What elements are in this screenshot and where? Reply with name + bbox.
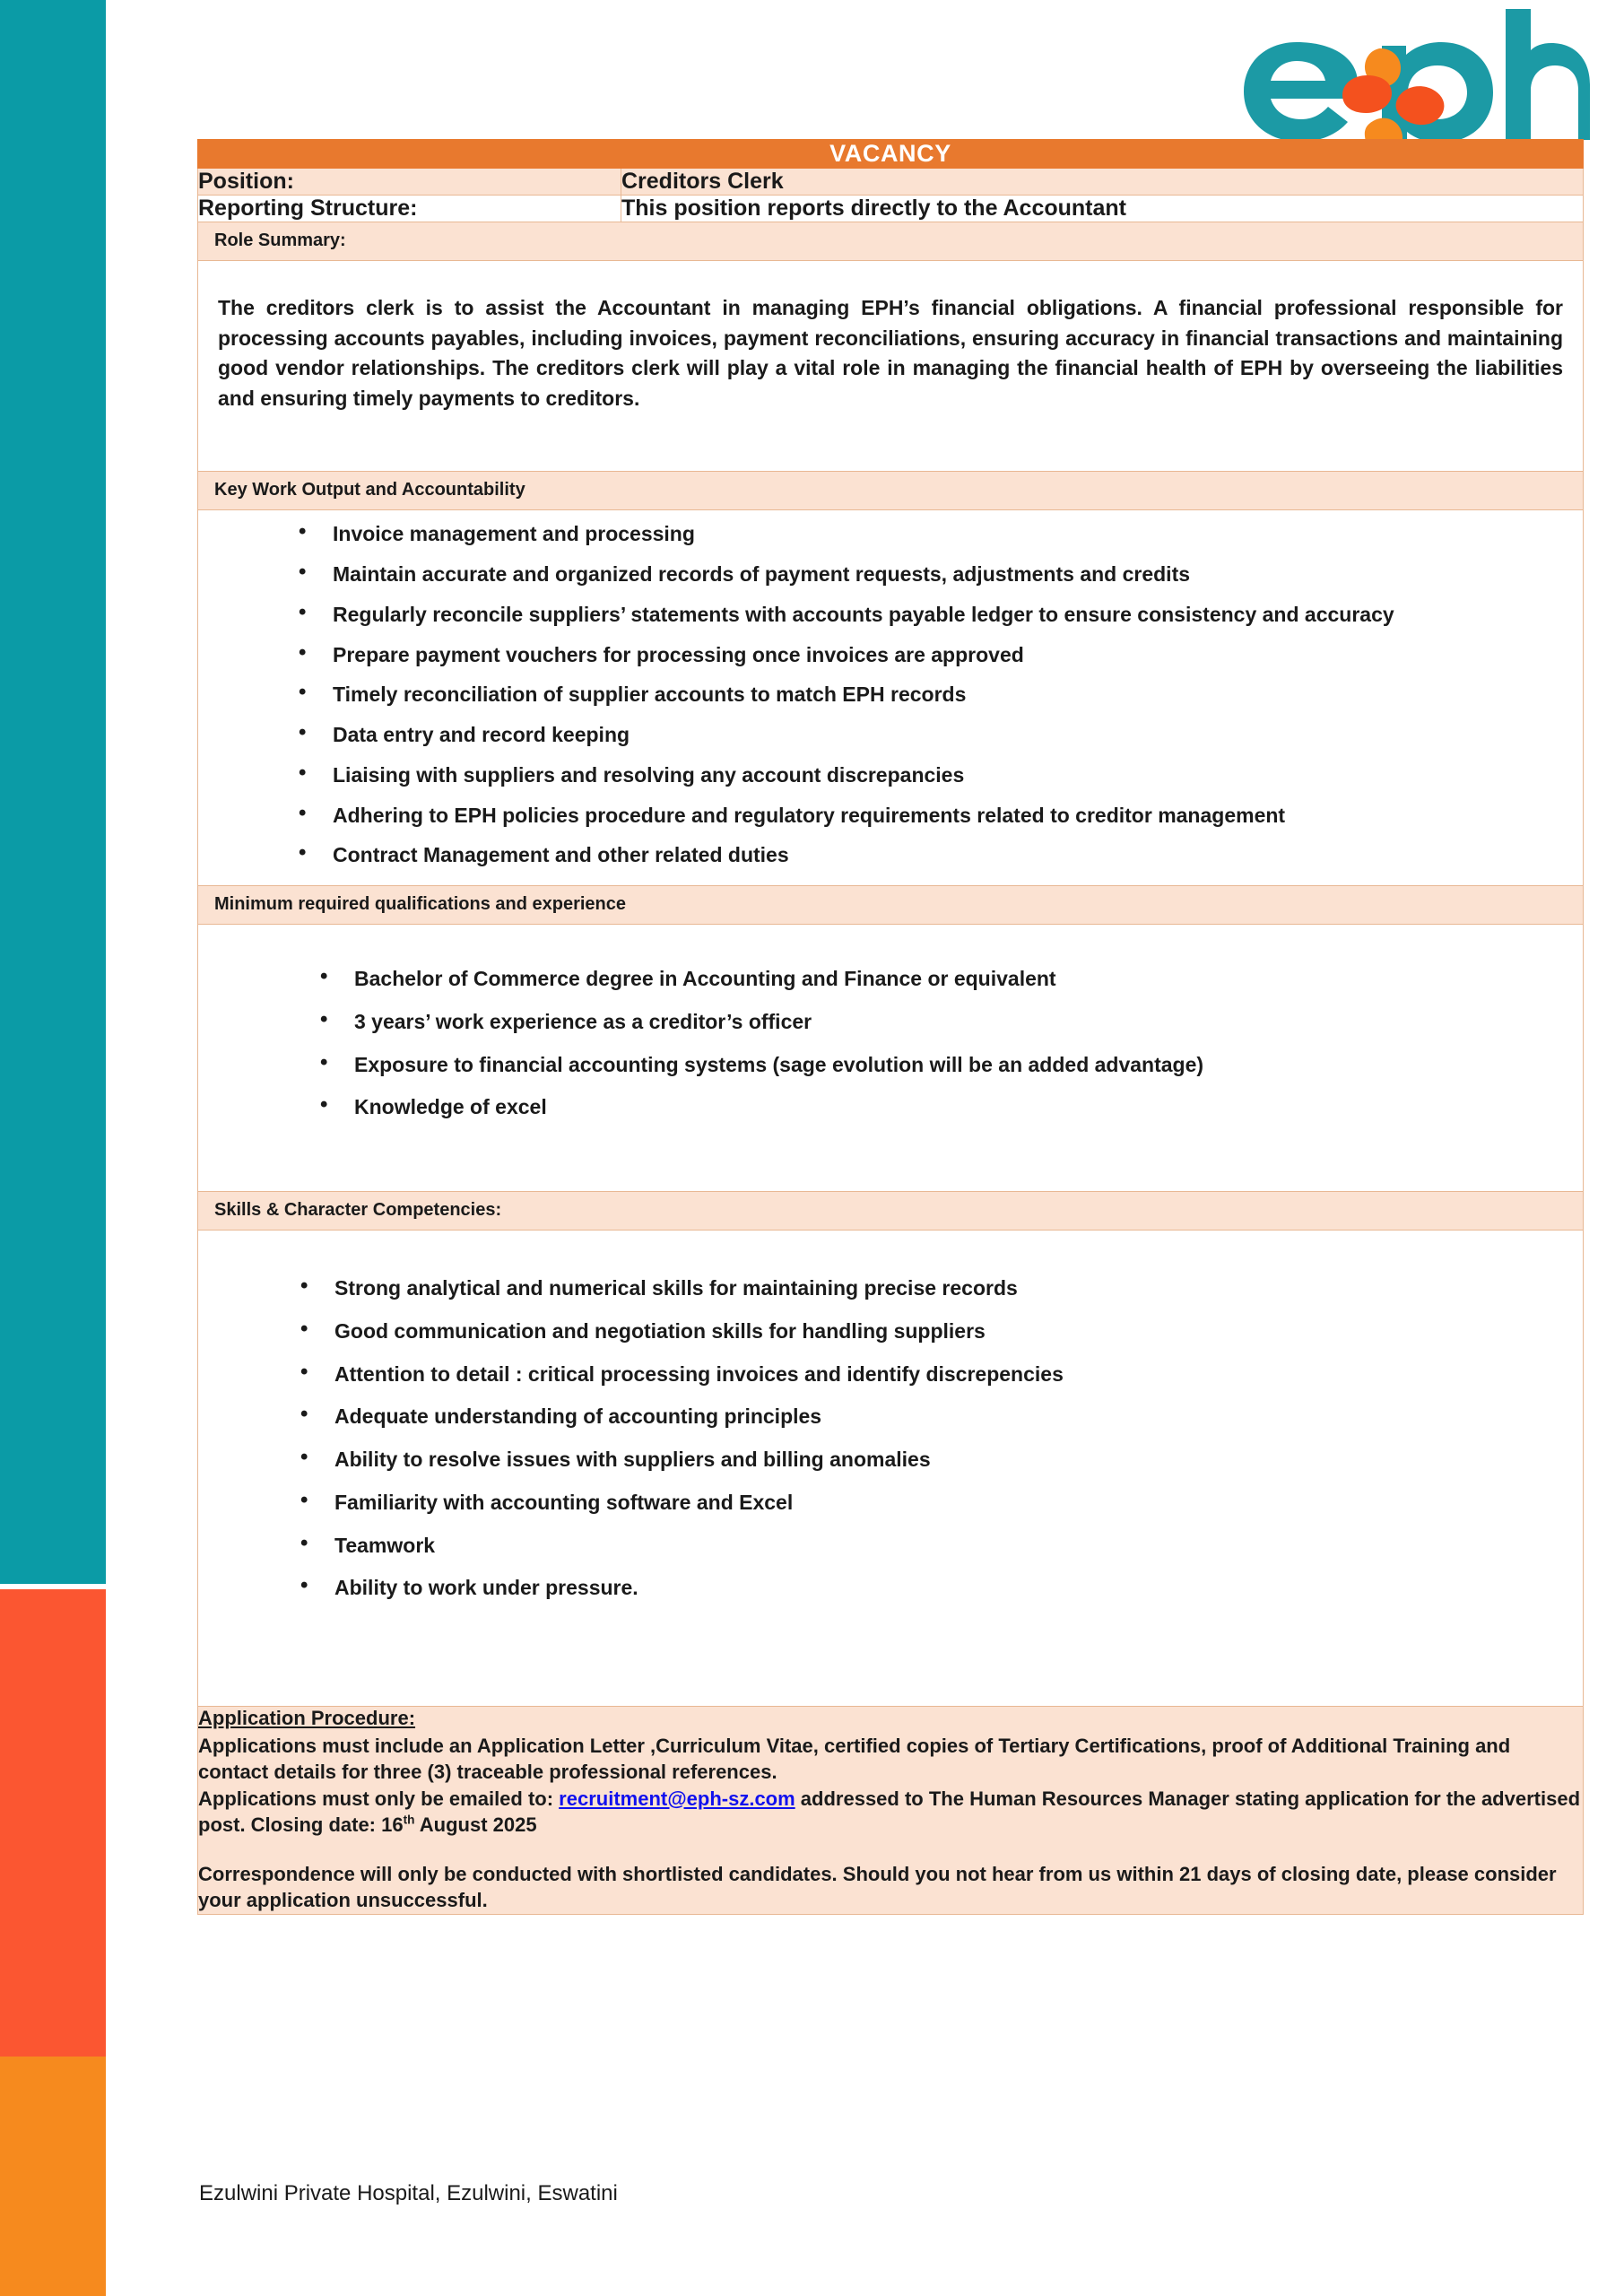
- qualifications-list: [198, 925, 1583, 1191]
- key-work-heading-row: [198, 472, 1584, 510]
- correspondence-note: Correspondence will only be conducted with shortlisted candidates. Should you not hear from us within 21 days of closing date, please consider your application unsuccessful.: [198, 1863, 1557, 1912]
- reporting-structure-label: Reporting Structure:: [198, 196, 621, 222]
- reporting-structure-value: This position reports directly to the Accountant: [621, 196, 1584, 222]
- list-item: • Knowledge of excel: [198, 1096, 1567, 1139]
- qualifications-body-row: [198, 925, 1584, 1192]
- list-item: • Good communication and negotiation skills for handling suppliers: [198, 1320, 1567, 1363]
- position-row: [198, 169, 1584, 196]
- application-procedure-block: [198, 1707, 1584, 1915]
- email-suffix-text: addressed to The Human Resources Manager stating application for the advertised post. Closing date: 16: [198, 1787, 1581, 1836]
- list-item: • Ability to resolve issues with suppliers and billing anomalies: [198, 1448, 1567, 1492]
- qualifications-heading-row: [198, 886, 1584, 925]
- decorative-sidebar: [0, 0, 106, 2296]
- list-item: • Data entry and record keeping: [198, 724, 1567, 764]
- list-item: • Teamwork: [198, 1535, 1567, 1578]
- role-summary-heading-row: [198, 222, 1584, 261]
- application-email-text: [198, 1786, 1583, 1839]
- list-item: • Regularly reconcile suppliers’ statements with accounts payable ledger to ensure consistency and accuracy: [198, 604, 1567, 644]
- qualifications-heading: Minimum required qualifications and experience: [198, 886, 1584, 925]
- list-item: • Timely reconciliation of supplier accounts to match EPH records: [198, 683, 1567, 724]
- vacancy-banner: VACANCY: [198, 140, 1584, 169]
- position-label: Position:: [198, 169, 621, 196]
- list-item: • Adhering to EPH policies procedure and regulatory requirements related to creditor management: [198, 804, 1567, 845]
- paragraph-spacer: [198, 1838, 1583, 1861]
- skills-body-row: [198, 1231, 1584, 1707]
- sidebar-orange-band: [0, 2057, 106, 2296]
- skills-heading-row: [198, 1192, 1584, 1231]
- list-item: • Bachelor of Commerce degree in Accounting and Finance or equivalent: [198, 968, 1567, 1011]
- role-summary-body-row: [198, 261, 1584, 472]
- reporting-structure-row: [198, 196, 1584, 222]
- key-work-body-row: [198, 510, 1584, 886]
- role-summary-text: The creditors clerk is to assist the Accountant in managing EPH’s financial obligations. A financial professional responsible for processing accounts payables, including invoices, payment reconciliations, ensuring accuracy in financial transactions and maintaining good vendor relationships. The creditors clerk will play a vital role in managing the financial health of EPH by overseeing the liabilities and ensuring timely payments to creditors.: [218, 296, 1563, 410]
- application-requirements-text: Applications must include an Application Letter ,Curriculum Vitae, certified copies of Tertiary Certifications, proof of Additional Training and contact details for three (3) traceable professional references.: [198, 1735, 1511, 1784]
- list-item: • 3 years’ work experience as a creditor’s officer: [198, 1011, 1567, 1054]
- list-item: • Contract Management and other related duties: [198, 844, 1567, 873]
- list-item: • Strong analytical and numerical skills for maintaining precise records: [198, 1277, 1567, 1320]
- list-item: • Familiarity with accounting software and Excel: [198, 1492, 1567, 1535]
- date-ordinal-suffix: th: [403, 1813, 415, 1827]
- list-item: • Ability to work under pressure.: [198, 1577, 1567, 1620]
- list-item: • Maintain accurate and organized records of payment requests, adjustments and credits: [198, 563, 1567, 604]
- key-work-heading: Key Work Output and Accountability: [198, 472, 1584, 510]
- recruitment-email-link[interactable]: recruitment@eph-sz.com: [559, 1787, 795, 1810]
- vacancy-banner-row: [198, 140, 1584, 169]
- list-item: • Prepare payment vouchers for processing once invoices are approved: [198, 644, 1567, 684]
- key-work-list: [198, 510, 1583, 885]
- list-item: • Attention to detail : critical processing invoices and identify discrepencies: [198, 1363, 1567, 1406]
- skills-heading: Skills & Character Competencies:: [198, 1192, 1584, 1231]
- skills-list: [198, 1231, 1583, 1706]
- list-item: • Exposure to financial accounting systems (sage evolution will be an added advantage): [198, 1054, 1567, 1097]
- application-procedure-title: Application Procedure:: [198, 1707, 416, 1730]
- application-procedure-row: [198, 1707, 1584, 1915]
- vacancy-document: [197, 139, 1584, 1915]
- list-item: • Invoice management and processing: [198, 523, 1567, 563]
- closing-date-tail: August 2025: [414, 1813, 537, 1836]
- email-prefix-text: Applications must only be emailed to:: [198, 1787, 560, 1810]
- role-summary-heading: Role Summary:: [198, 222, 1584, 261]
- page-footer: Ezulwini Private Hospital, Ezulwini, Eswatini: [199, 2181, 618, 2205]
- list-item: • Liaising with suppliers and resolving any account discrepancies: [198, 764, 1567, 804]
- sidebar-red-band: [0, 1589, 106, 2057]
- position-value: Creditors Clerk: [621, 169, 1584, 196]
- sidebar-teal-band: [0, 0, 106, 1584]
- list-item: • Adequate understanding of accounting principles: [198, 1405, 1567, 1448]
- eph-logo-icon: [1231, 7, 1590, 155]
